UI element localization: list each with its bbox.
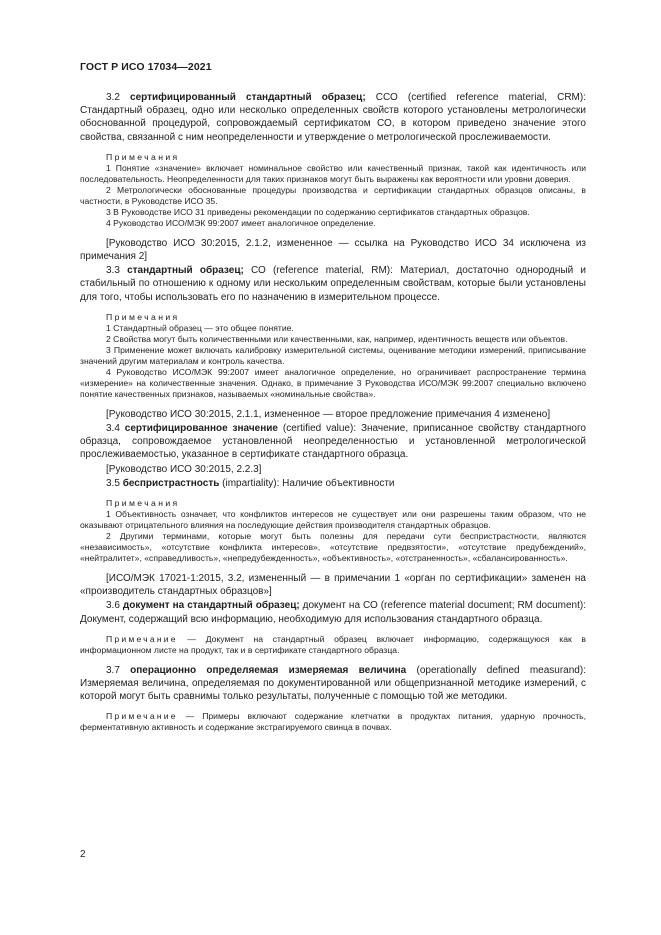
term-number: 3.5 <box>106 477 123 489</box>
definition-3-7 <box>80 664 586 704</box>
reference-3-3: [Руководство ИСО 30:2015, 2.1.1, измененное — второе предложение примечания 4 изменено] <box>106 408 551 420</box>
term-definition: ССО (certified reference material, CRM): Стандартный образец, одно или несколько определенных свойств которого установлены метрологически обоснованной процедурой, сопровождаемый сертификатом СО, в котором приведено значение этого свойства, связанной с ним неопределенности и утверждение о метрологической прослеживаемости. <box>80 92 586 143</box>
notes-heading: Примечания <box>106 498 180 509</box>
reference-3-2: [Руководство ИСО 30:2015, 2.1.2, измененное — ссылка на Руководство ИСО 34 исключена из примечания 2] <box>80 237 586 263</box>
note-item: 2 Метрологически обоснованные процедуры производства и сертификации стандартных образцов описаны, в частности, в Руководстве ИСО 35. <box>80 184 586 206</box>
notes-3-2 <box>80 152 586 229</box>
definition-3-2 <box>80 91 586 144</box>
note-item: 2 Другими терминами, которые могут быть полезны для передачи сути беспристрастности, являются «независимость», «отсутствие конфликта интересов», «отсутствие предвзятости», «отсутствие предубеждений», «нейтралитет», «справедливость», «непредубежденность», «объективность», «отстраненность», «сбалансированность». <box>80 531 586 564</box>
term-name: сертифицированный стандартный образец; <box>130 92 366 103</box>
note-text: — Примеры включают содержание клетчатки в продуктах питания, ударную прочность, ферментативную активность и содержание экстрагируемого свинца в почвах. <box>80 711 586 733</box>
note-item: 3 В Руководстве ИСО 31 приведены рекомендации по содержанию сертификатов стандартных образцов. <box>106 206 530 217</box>
notes-heading: Примечания <box>106 311 180 322</box>
note-3-6 <box>80 634 586 656</box>
note-item: 4 Руководство ИСО/МЭК 99:2007 имеет аналогичное определение, но ограничивает распространение термина «измерение» на количественные значения. Однако, в примечание 3 Руководства ИСО/МЭК 99:2007 специально включено понятие качественных признаков, называемых «номинальные свойства». <box>80 366 586 399</box>
note-label: Примечание <box>106 633 178 644</box>
notes-heading: Примечания <box>106 151 180 162</box>
note-item: 1 Стандартный образец — это общее понятие. <box>106 322 294 333</box>
term-number: 3.2 <box>106 92 131 103</box>
page-number: 2 <box>80 849 86 860</box>
definition-3-3 <box>80 264 586 304</box>
note-item: 4 Руководство ИСО/МЭК 99:2007 имеет аналогичное определение. <box>106 217 376 228</box>
note-item: 3 Применение может включать калибровку измерительной системы, оценивание методики измерений, приписывание значений другим материалам и контроль качества. <box>80 344 586 366</box>
note-item: 1 Понятие «значение» включает номинальное свойство или качественный признак, такой как идентичность или последовательность. Неопределенности для таких признаков могут быть выражены как вероятности или уровни доверия. <box>80 162 586 184</box>
note-item: 1 Объективность означает, что конфликтов интересов не существует или они разрешены таким образом, что не оказывают отрицательного влияния на последующие действия производителя стандартных образцов. <box>80 509 586 531</box>
term-name: беспристрастность <box>122 477 220 489</box>
note-3-7 <box>80 711 586 733</box>
term-number: 3.4 <box>106 423 125 435</box>
term-name: стандартный образец; <box>127 265 244 277</box>
term-number: 3.3 <box>106 265 128 277</box>
note-item: 2 Свойства могут быть количественными или качественными, как, например, идентичность веществ или объектов. <box>106 333 568 344</box>
term-name: операционно определяемая измеряемая величина <box>130 664 407 676</box>
definition-3-6 <box>80 599 586 625</box>
term-number: 3.7 <box>106 664 131 676</box>
term-definition: СО (reference material, RM): Материал, достаточно однородный и стабильный по отношению к одному или нескольким определенным свойствам, которые были установлены для того, чтобы использовать его по назначению в измерительном процессе. <box>80 265 586 303</box>
reference-3-4: [Руководство ИСО 30:2015, 2.2.3] <box>106 463 262 475</box>
notes-3-3 <box>80 312 586 400</box>
term-name: документ на стандартный образец; <box>122 600 300 612</box>
definition-3-4 <box>80 422 586 462</box>
term-name: сертифицированное значение <box>124 423 278 435</box>
page-content <box>80 91 586 741</box>
reference-3-5: [ИСО/МЭК 17021-1:2015, 3.2, измененный — в примечании 1 «орган по сертификации» заменен на «производитель стандартных образцов»] <box>80 573 586 598</box>
definition-3-5 <box>80 477 586 490</box>
note-text: — Документ на стандартный образец включает информацию, содержащуюся как в информационном листе на продукт, так и в сертификате стандартного образца. <box>80 633 586 655</box>
notes-3-5 <box>80 498 586 564</box>
term-definition: (operationally defined measurand): Измеряемая величина, определяемая по документированной или общепризнанной методике измерений, с которой могут быть сравнимы только результаты, полученные с помощью той же методики. <box>80 664 586 703</box>
term-definition: документ на СО (reference material document; RM document): Документ, содержащий всю информацию, необходимую для использования стандартного образца. <box>80 600 586 625</box>
page-header: ГОСТ Р ИСО 17034—2021 <box>80 61 212 73</box>
term-definition: (impartiality): Наличие объективности <box>219 477 395 489</box>
note-label: Примечание <box>106 711 178 722</box>
term-number: 3.6 <box>106 600 123 612</box>
term-definition: (certified value): Значение, приписанное свойству стандартного образца, сопровождаемое установленной неопределенностью и установленной метрологической прослеживаемостью, указанное в сертификате стандартного образца. <box>80 423 586 461</box>
